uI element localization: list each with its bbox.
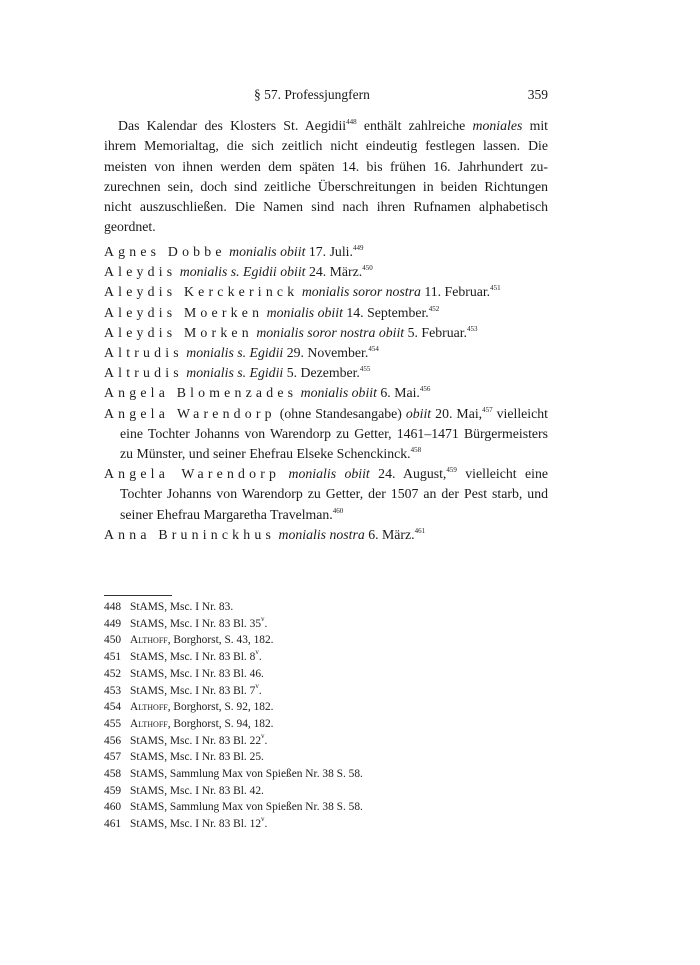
footnote-period: . [264, 818, 268, 831]
footnote-number: 461 [104, 818, 122, 831]
name-entry [104, 303, 548, 323]
entry-latin: monialis nostra [278, 526, 365, 542]
entry-date: 6. Mai. [376, 385, 420, 401]
footnote-number: 451 [104, 651, 122, 664]
entry-name: Aleydis Moerken [104, 304, 264, 320]
entry-date: 11. Februar. [420, 284, 491, 300]
footnote [104, 783, 548, 800]
entry-latin: monialis s. Egidii [186, 365, 284, 381]
folio-side: v [261, 815, 265, 824]
footnote [104, 616, 548, 633]
footnote-number: 457 [104, 751, 122, 764]
name-entry [104, 282, 548, 302]
entry-name: Angela Warendorp [104, 466, 281, 482]
footnote-ref: 455 [359, 365, 371, 374]
name-entry [104, 383, 548, 403]
folio-side: v [261, 614, 265, 623]
footnote-text: StAMS, Sammlung Max von Spießen Nr. 38 S. 58. [130, 801, 363, 814]
entry-date: 17. Juli. [305, 244, 353, 259]
entry-date: 24. August, [369, 466, 447, 482]
footnote-number: 455 [104, 717, 122, 730]
footnote-ref: 451 [490, 284, 501, 293]
name-entry [104, 262, 548, 282]
footnote-number: 456 [104, 734, 122, 747]
intro-paragraph [104, 116, 548, 238]
footnote-number: 452 [104, 667, 122, 680]
entry-date: 5. Februar. [404, 324, 467, 340]
entry-name: Angela Blomenzades [104, 385, 298, 401]
entry-name: Angela Warendorp [104, 405, 276, 421]
name-entry [104, 343, 548, 363]
intro-text: enthält zahlreiche [356, 118, 473, 133]
footnote-text: , Borghorst, S. 43, 182. [167, 634, 274, 647]
footnote-text: StAMS, Sammlung Max von Spießen Nr. 38 S. 58. [130, 768, 363, 781]
folio-side: v [255, 648, 259, 657]
footnote-ref: 456 [419, 385, 431, 394]
footnote-period: . [258, 651, 262, 664]
footnote [104, 799, 548, 816]
footnotes [104, 599, 548, 833]
footnote [104, 816, 548, 833]
footnote [104, 683, 548, 700]
entry-description: vielleicht eine Tochter Johanns von Warendorp zu Getter, 1461–1471 Bürgermeisters zu Münster, und seiner Ehefrau Elseke Schenckinck. [120, 405, 548, 462]
footnote-ref: 461 [414, 526, 426, 535]
footnote [104, 733, 548, 750]
footnote-period: . [264, 734, 268, 747]
entry-name: Anna Bruninckhus [104, 526, 276, 542]
entry-date: 20. Mai, [431, 405, 483, 421]
entry-latin: monialis soror nostra obiit [256, 324, 405, 340]
entry-latin: monialis soror nostra [301, 284, 421, 300]
entry-latin: monialis obiit [266, 304, 343, 320]
name-entries-list [104, 242, 548, 545]
footnote-ref: 452 [428, 304, 440, 313]
running-header-section: § 57. Professjungfern [254, 87, 370, 102]
entry-date: 6. März. [364, 526, 415, 542]
footnote-text: StAMS, Msc. I Nr. 83 Bl. 22 [130, 734, 262, 747]
footnote-text: StAMS, Msc. I Nr. 83 Bl. 42. [130, 784, 264, 797]
footnote [104, 749, 548, 766]
footnote [104, 632, 548, 649]
footnote-period: . [258, 684, 262, 697]
entry-date: 29. November. [283, 345, 369, 361]
entry-latin: monialis s. Egidii obiit [179, 264, 306, 280]
footnote [104, 649, 548, 666]
footnote-text: StAMS, Msc. I Nr. 83 Bl. 12 [130, 818, 262, 831]
footnote-text: , Borghorst, S. 94, 182. [167, 717, 274, 730]
footnote-text: StAMS, Msc. I Nr. 83 Bl. 25. [130, 751, 264, 764]
entry-date: 5. Dezember. [283, 365, 360, 381]
footnote-ref: 454 [368, 345, 379, 354]
footnote-number: 448 [104, 601, 122, 613]
intro-text: mit ihrem Memorialtag, die sich zeitlich nicht eindeutig festlegen lassen. Die meisten von ihnen werden dem späten 14. bis frühen 16. Jahrhundert zuzurechnen sein, doch sind zeitliche Überschreitungen in beiden Richtungen nicht auszuschließen. Die Namen sind nach ihren Rufnamen alphabetisch geordnet. [104, 118, 549, 235]
footnote-author: Althoff [130, 717, 168, 730]
name-entry [104, 404, 548, 465]
footnote-ref: 449 [352, 244, 364, 252]
footnote [104, 666, 548, 683]
name-entry [104, 464, 548, 525]
name-entry [104, 525, 548, 545]
intro-text: Das Kalendar des Klosters St. Aegidii [118, 118, 347, 133]
footnote-number: 453 [104, 684, 122, 697]
folio-side: v [261, 731, 265, 740]
footnote-number: 449 [104, 617, 122, 630]
entry-latin: monialis obiit [288, 466, 370, 482]
footnote-separator [104, 595, 172, 596]
footnote [104, 699, 548, 716]
footnote-text: StAMS, Msc. I Nr. 83 Bl. 46. [130, 667, 264, 680]
footnote-text: StAMS, Msc. I Nr. 83 Bl. 35 [130, 617, 262, 630]
entry-latin: monialis obiit [300, 385, 377, 401]
entry-note: (ohne Standesangabe) [275, 405, 406, 421]
entry-name: Aleydis Morken [104, 324, 253, 340]
footnote-period: . [264, 617, 268, 630]
footnote-number: 459 [104, 784, 122, 797]
entry-latin: monialis s. Egidii [186, 345, 284, 361]
footnote-ref: 453 [467, 324, 478, 333]
footnote [104, 716, 548, 733]
footnote-text: StAMS, Msc. I Nr. 83. [130, 601, 234, 613]
footnote-text: , Borghorst, S. 92, 182. [167, 701, 274, 714]
footnote-number: 460 [104, 801, 122, 814]
page-number: 359 [527, 87, 548, 102]
footnote-ref: 448 [346, 118, 357, 126]
footnote-ref: 459 [446, 466, 457, 475]
entry-date: 14. September. [342, 304, 429, 320]
name-entry [104, 363, 548, 383]
footnote-number: 454 [104, 701, 122, 714]
entry-name: Aleydis [104, 264, 177, 280]
footnote-ref: 457 [482, 405, 493, 414]
name-entry [104, 323, 548, 343]
footnote-number: 450 [104, 634, 122, 647]
entry-description: vielleicht eine Tochter Johanns von Warendorp zu Getter, der 1507 an der Pest starb, und seiner Ehefrau Margaretha Travelman. [120, 466, 548, 522]
footnote-ref: 458 [410, 446, 422, 455]
entry-latin: obiit [405, 405, 432, 421]
entry-latin: monialis obiit [229, 244, 306, 259]
name-entry [104, 242, 548, 262]
entry-name: Altrudis [104, 345, 183, 361]
footnote [104, 766, 548, 783]
footnote-number: 458 [104, 768, 122, 781]
entry-name: Altrudis [104, 365, 183, 381]
intro-italic-term: moniales [472, 118, 523, 133]
footnote-text: StAMS, Msc. I Nr. 83 Bl. 8 [130, 651, 256, 664]
entry-name: Aleydis Kerckerinck [104, 284, 299, 300]
footnote-ref: 460 [332, 506, 344, 515]
footnote [104, 599, 548, 616]
entry-date: 24. März. [305, 264, 363, 280]
folio-side: v [255, 681, 259, 690]
footnote-author: Althoff [130, 634, 168, 647]
footnote-ref: 450 [362, 264, 373, 273]
entry-name: Agnes Dobbe [104, 244, 226, 259]
footnote-author: Althoff [130, 701, 168, 714]
footnote-text: StAMS, Msc. I Nr. 83 Bl. 7 [130, 684, 256, 697]
